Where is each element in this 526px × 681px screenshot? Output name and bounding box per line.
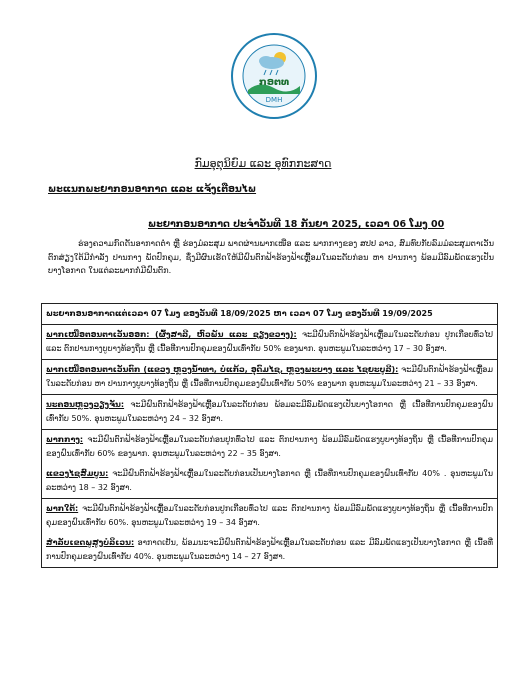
department-title: ກົມອຸຕຸນິຍົມ ແລະ ອຸທົກກະສາດ <box>194 157 332 170</box>
region-forecast-text: ຈະມີຝົນຕົກຟ້າຮ້ອງຟ້າເຫຼື້ອມໃນລະດັບກ່ອນປູກເກືອບທົ່ວໄປ ແລະ ຕົກປານກາງ ພ້ອມມີລົມພັດແຮງບູບາງທ້ອງຖິ່ນ ຫຼື ເນື້ອທີ່ການປົກຄຸມຂອງຝົນເທົ່າກັບ 60%. ອຸນຫະພູມໃນລະຫວ່າງ 19 – 34 ອົງສາ. <box>46 504 493 527</box>
forecast-period-row <box>42 304 498 325</box>
region-forecast-text: ຈະມີຝົນຕົກຟ້າຮ້ອງຟ້າເຫຼື້ອມໃນລະດັບກ່ອນ ປູກເກືອບທົ່ວໄປ ແລະ ຕົກປານກາງບູບາງທ້ອງຖິ່ນ ຫຼື ເນື້ອທີ່ການປົກຄຸມຂອງຝົນເທົ່າກັບ 50% ຂອງພາກ. ອຸນຫະພູມໃນລະຫວ່າງ 17 – 30 ອົງສາ. <box>46 330 493 353</box>
forecast-table <box>41 303 498 568</box>
dmh-logo <box>230 32 318 120</box>
highland-forecast-text: ອາກາດເຢັນ, ພ້ອມນະຈະມີຝົນຕົກຟ້າຮ້ອງຟ້າເຫຼື້ອມໃນລະດັບກ່ອນ ແລະ ມີລົມພັດແຮງເປັນບາງໂອກາດ ຫຼື ເນື້ອທີ່ການປົກຄຸມຂອງຝົນເທົ່າກັບ 40%. ອຸນຫະພູມໃນລະຫວ່າງ 14 – 27 ອົງສາ. <box>46 538 493 561</box>
region-label: ພາກກາງ: <box>46 435 84 444</box>
forecast-row-north-west <box>42 360 498 395</box>
highland-label: ສຳລັບເຂດພູສູງບໍລິເວນ: <box>46 538 135 547</box>
synoptic-summary: ຮ່ອງຄວາມກົດດັນອາກາດຕ່ຳ ຫຼື ຮ່ອງມໍລະສຸມ ພາດຜ່ານພາກເໜືອ ແລະ ພາກກາງຂອງ ສປປ ລາວ, ສົມທົບກັບລົມມໍລະສຸມຕາເວັນຕົກສ່ຽງໃຕ້ມີກຳລັງ ປານກາງ ພັດປົກຄຸມ, ຊຶ່ງມີຜົນເຮັດໃຫ້ມີຝົນຕົກຟ້າຮ້ອງຟ້າເຫຼື້ອມໃນລະດັບກ່ອນ ຫາ ປານກາງ ພ້ອມມີລົມພັດແຮງເປັນບາງໂອກາດ ໃນແຕ່ລະພາກກໍ່ມີຝົນຕົກ. <box>48 238 494 275</box>
region-label: ພາກເໜືອຕອນຕາເວັນອອກ: (ຜົ້ງສາລີ, ຫົວພັນ ແລະ ຊຽງຂວາງ): <box>46 330 297 339</box>
logo-abbr-lao: ກອຕທ <box>258 77 290 88</box>
division-title: ພະແນກພະຍາກອນອາກາດ ແລະ ແຈ້ງເຕືອນໄພ <box>48 184 257 195</box>
forecast-row-south <box>42 499 498 568</box>
region-forecast-text: ຈະມີຝົນຕົກຟ້າຮ້ອງຟ້າເຫຼື້ອມໃນລະດັບກ່ອນ ຫາ ປານກາງບູບາງທ້ອງຖິ່ນ ຫຼື ເນື້ອທີ່ການປົກຄຸມຂອງຝົນເທົ່າກັບ 50% ຂອງພາກ ອຸນຫະພູມໃນລະຫວ່າງ 21 – 33 ອົງສາ. <box>46 365 493 388</box>
forecast-period: ພະຍາກອນອາກາດແຕ່ເວລາ 07 ໂມງ ຂອງວັນທີ 18/09/2025 ຫາ ເວລາ 07 ໂມງ ຂອງວັນທີ 19/09/2025 <box>42 304 498 325</box>
province-forecast-text: ຈະມີຝົນຕົກຟ້າຮ້ອງຟ້າເຫຼື້ອມໃນລະດັບກ່ອນເປັນບາງໂອກາດ ຫຼື ເນື້ອທີ່ການປົກຄຸມຂອງຝົນເທົ່າກັບ 40% . ອຸນຫະພູມໃນລະຫວ່າງ 18 – 32 ອົງສາ. <box>46 469 493 492</box>
forecast-row-central <box>42 430 498 499</box>
dmh-logo-emblem <box>230 32 318 120</box>
region-label: ພາກເໜືອຕອນຕາເວັນຕົກ (ແຂວງ ຫຼວງນ້ຳທາ, ບໍ່ແກ້ວ, ອຸດົມໄຊ, ຫຼວງພະບາງ ແລະ ໄຊຍະບູລີ): <box>46 365 399 374</box>
region-label: ພາກໃຕ້: <box>46 504 79 513</box>
forecast-row-vientiane <box>42 395 498 430</box>
forecast-row-north-east <box>42 325 498 360</box>
region-forecast-text: ຈະມີຝົນຕົກຟ້າຮ້ອງຟ້າເຫຼື້ອມໃນລະດັບກ່ອນປູກທົ່ວໄປ ແລະ ຕົກປານກາງ ພ້ອມມີລົມພັດແຮງບູບາງທ້ອງຖິ່ນ ຫຼື ເນື້ອທີ່ການປົກຄຸມຂອງຝົນເທົ່າກັບ 60% ຂອງພາກ. ອຸນຫະພູມໃນລະຫວ່າງ 22 – 35 ອົງສາ. <box>46 435 493 458</box>
province-label: ແຂວງໄຊສົມບູນ: <box>46 469 109 478</box>
bulletin-title: ພະຍາກອນອາກາດ ປະຈຳວັນທີ 18 ກັນຍາ 2025, ເວລາ 06 ໂມງ 00 <box>148 219 445 230</box>
region-label: ນະຄອນຫຼວງວຽງຈັນ: <box>46 400 125 409</box>
region-forecast-text: ຈະມີຝົນຕົກຟ້າຮ້ອງຟ້າເຫຼື້ອມໃນລະດັບກ່ອນ ພ້ອມລະມີລົມພັດແຮງເປັນບາງໂອກາດ ຫຼື ເນື້ອທີ່ການປົກຄຸມຂອງຝົນເທົ່າກັບ 50%. ອຸນຫະພູມໃນລະຫວ່າງ 24 – 32 ອົງສາ. <box>46 400 493 423</box>
logo-abbr-en: DMH <box>265 96 283 104</box>
